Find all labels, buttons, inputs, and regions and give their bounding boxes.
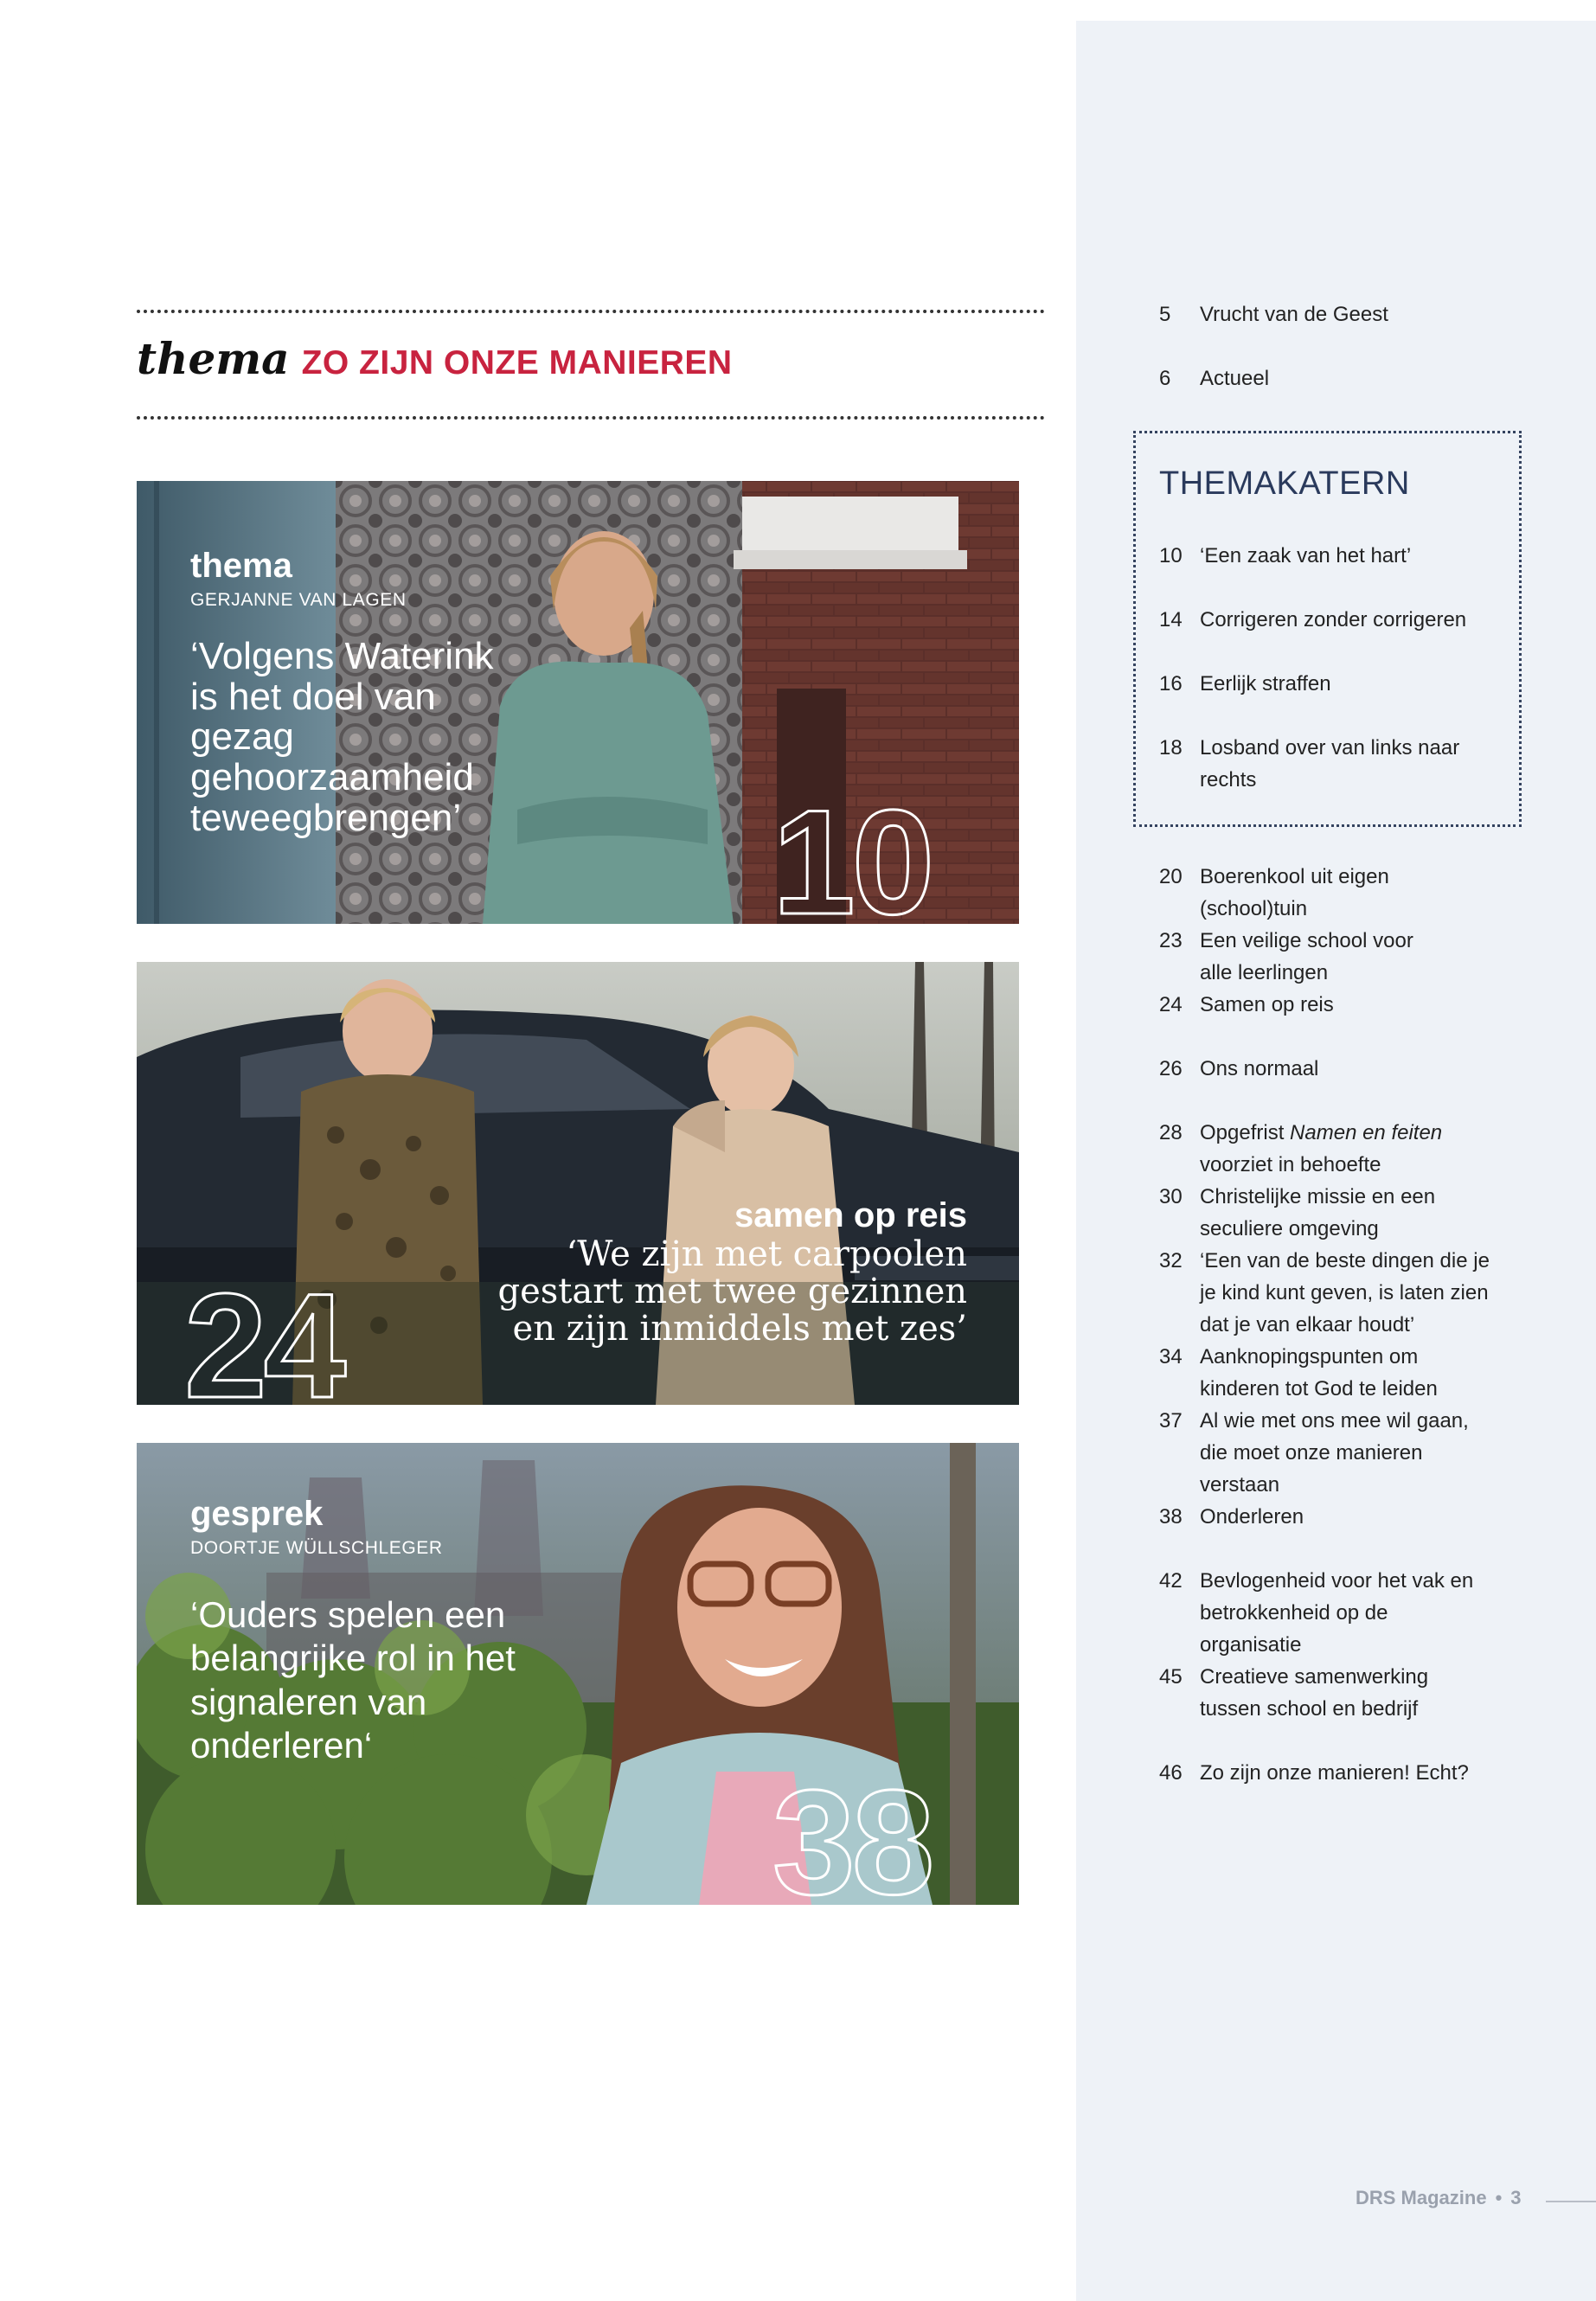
- feature-card-thema[interactable]: [137, 481, 1019, 924]
- feature-text-block: [190, 1497, 554, 1768]
- toc-item[interactable]: [1159, 1757, 1531, 1789]
- toc-item[interactable]: [1159, 1181, 1471, 1245]
- toc-item[interactable]: [1159, 925, 1445, 989]
- toc-label: Corrigeren zonder corrigeren: [1200, 608, 1467, 631]
- toc-label: Christelijke missie en een seculiere omgeving: [1200, 1185, 1436, 1240]
- toc-page-number: 38: [1159, 1505, 1183, 1529]
- toc-label: Samen op reis: [1200, 993, 1334, 1016]
- page-title: ZO ZIJN ONZE MANIEREN: [301, 344, 733, 381]
- toc-label: Creatieve samenwerking tussen school en bedrijf: [1200, 1665, 1429, 1721]
- footer-separator: •: [1495, 2187, 1503, 2208]
- toc-item[interactable]: [1159, 604, 1531, 636]
- toc-label-italic: Namen en feiten: [1290, 1121, 1443, 1144]
- page-footer: [1356, 2187, 1522, 2209]
- feature-author: GERJANNE VAN LAGEN: [190, 590, 407, 610]
- toc-item[interactable]: [1159, 362, 1531, 394]
- toc-item[interactable]: [1159, 668, 1531, 700]
- feature-card-samen-op-reis[interactable]: [137, 962, 1019, 1405]
- toc-label: Onderleren: [1200, 1505, 1304, 1529]
- feature-quote: ‘Volgens Waterink is het doel van gezag gehoorzaamheid teweegbrengen’: [190, 635, 494, 839]
- toc-item[interactable]: [1159, 861, 1445, 925]
- toc-label-part: voorziet in behoefte: [1200, 1153, 1381, 1176]
- toc-page-number: 34: [1159, 1345, 1183, 1368]
- toc-page-number: 42: [1159, 1569, 1183, 1593]
- toc-page-number: 20: [1159, 865, 1183, 888]
- toc-page-number: 18: [1159, 736, 1183, 760]
- toc-page-number: 45: [1159, 1665, 1183, 1689]
- toc-label: Bevlogenheid voor het vak en betrokkenheid op de organisatie: [1200, 1569, 1474, 1657]
- toc-page-number: 5: [1159, 303, 1171, 326]
- feature-text-block: [190, 548, 519, 838]
- toc-label: Aanknopingspunten om kinderen tot God te leiden: [1200, 1345, 1438, 1400]
- footer-rule: [1546, 2201, 1596, 2202]
- feature-author: DOORTJE WÜLLSCHLEGER: [190, 1538, 443, 1558]
- toc-label: ‘Een zaak van het hart’: [1200, 544, 1412, 567]
- toc-item[interactable]: [1159, 1661, 1462, 1725]
- toc-page-number: 37: [1159, 1409, 1183, 1433]
- toc-item[interactable]: [1159, 989, 1531, 1021]
- toc-page-number: 23: [1159, 929, 1183, 952]
- toc-item[interactable]: [1159, 1117, 1462, 1181]
- toc-page-number: 26: [1159, 1057, 1183, 1080]
- toc-page-number: 6: [1159, 367, 1171, 390]
- toc-label: Losband over van links naar rechts: [1200, 736, 1460, 792]
- feature-page-number: 38: [772, 1759, 932, 1905]
- magazine-name: DRS Magazine: [1356, 2187, 1487, 2208]
- feature-kicker: gesprek: [190, 1495, 324, 1533]
- toc-page-number: 28: [1159, 1121, 1183, 1144]
- toc-item[interactable]: [1159, 540, 1531, 572]
- feature-kicker: thema: [190, 547, 292, 585]
- toc-item[interactable]: [1159, 1245, 1505, 1341]
- themakatern-heading: THEMAKATERN: [1159, 465, 1410, 502]
- feature-kicker: samen op reis: [734, 1196, 967, 1234]
- toc-page-number: 24: [1159, 993, 1183, 1016]
- toc-label: [1200, 1117, 1462, 1181]
- feature-card-gesprek[interactable]: [137, 1443, 1019, 1905]
- feature-page-number: 10: [772, 779, 932, 924]
- header-divider-top: [137, 310, 1045, 313]
- toc-page-number: 32: [1159, 1249, 1183, 1272]
- toc-label: Eerlijk straffen: [1200, 672, 1331, 695]
- toc-item[interactable]: [1159, 1565, 1479, 1661]
- toc-label-part: Opgefrist: [1200, 1121, 1291, 1144]
- toc-label: Zo zijn onze manieren! Echt?: [1200, 1761, 1469, 1785]
- toc-label: Actueel: [1200, 367, 1270, 390]
- toc-item[interactable]: [1159, 1053, 1531, 1085]
- toc-page-number: 14: [1159, 608, 1183, 631]
- toc-item[interactable]: [1159, 1341, 1479, 1405]
- toc-page-number: 30: [1159, 1185, 1183, 1208]
- page-number: 3: [1510, 2187, 1522, 2208]
- feature-text-block: [448, 1198, 967, 1349]
- toc-label: Ons normaal: [1200, 1057, 1319, 1080]
- toc-label: Al wie met ons mee wil gaan, die moet onze manieren verstaan: [1200, 1409, 1469, 1497]
- toc-page-number: 10: [1159, 544, 1183, 567]
- header-thema-word: thema: [137, 333, 290, 384]
- toc-item[interactable]: [1159, 1501, 1531, 1533]
- header-divider-bottom: [137, 416, 1045, 420]
- toc-label: Een veilige school voor alle leerlingen: [1200, 929, 1413, 984]
- feature-page-number: 24: [184, 1263, 343, 1405]
- feature-quote: ‘Ouders spelen een belangrijke rol in het signaleren van onderleren‘: [190, 1594, 516, 1766]
- toc-label: ‘Een van de beste dingen die je je kind kunt geven, is laten zien dat je van elkaar houdt’: [1200, 1249, 1490, 1336]
- toc-label: Vrucht van de Geest: [1200, 303, 1388, 326]
- toc-item[interactable]: [1159, 732, 1479, 796]
- toc-page-number: 46: [1159, 1761, 1183, 1785]
- toc-page-number: 16: [1159, 672, 1183, 695]
- feature-quote: ‘We zijn met carpoolen gestart met twee gezinnen en zijn inmiddels met zes’: [497, 1234, 967, 1349]
- toc-label: Boerenkool uit eigen (school)tuin: [1200, 865, 1389, 920]
- toc-item[interactable]: [1159, 298, 1531, 330]
- toc-item[interactable]: [1159, 1405, 1488, 1501]
- page-header: [137, 333, 733, 402]
